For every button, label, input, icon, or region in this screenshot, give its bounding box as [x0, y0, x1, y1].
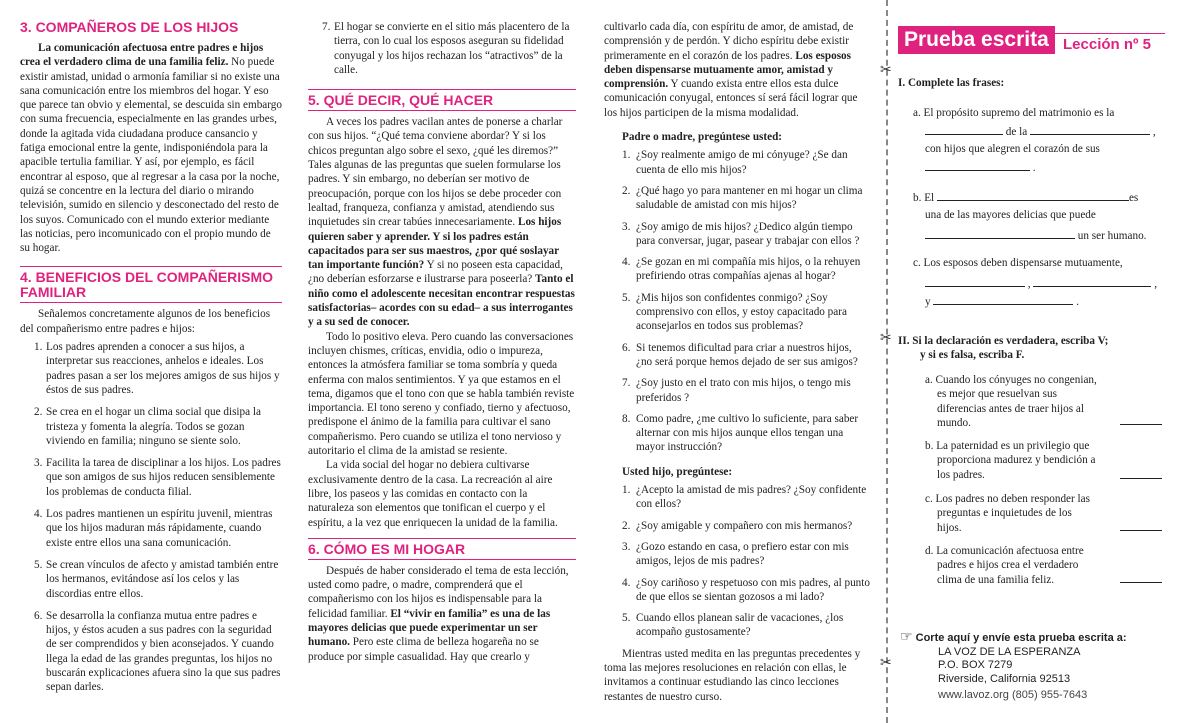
list-item: 5. Se crean vínculos de afecto y amistad también entre los hermanos, evitándose así los celos y las discordias entre ellos.: [34, 558, 279, 600]
list-item: 7. El hogar se convierte en el sitio más placentero de la tierra, con lo cual los esposos aseguran su fidelidad conyugal y los hijos rechazan los “atractivos” de la calle.: [322, 21, 570, 76]
tf-item-d: d. La comunicación afectuosa entre padres e hijos crea el verdadero clima de una familia feliz.: [925, 545, 1084, 586]
section-5-title: 5. QUÉ DECIR, QUÉ HACER: [308, 89, 576, 111]
q1c-line3: y .: [925, 296, 1079, 308]
q1a-line1: a. El propósito supremo del matrimonio es la: [913, 107, 1115, 119]
list-item: 7. ¿Soy justo en el trato con mis hijos, o tengo mis preferidos ?: [622, 377, 851, 404]
benefits-list-continued: [308, 20, 576, 77]
tf-item-b: b. La paternidad es un privilegio que proporciona madurez y bendición a los padres.: [925, 440, 1096, 481]
list-item: 4. Los padres mantienen un espíritu juvenil, mientras que los hijos maduran más rápidamente, cuando existe entre ellos una sana comunicación.: [34, 508, 273, 549]
list-item: 3. ¿Gozo estando en casa, o prefiero estar con mis amigos, lejos de mis padres?: [622, 540, 849, 568]
answer-blank-d[interactable]: [1120, 582, 1162, 583]
cut-line: [886, 0, 888, 723]
section-6-title: 6. CÓMO ES MI HOGAR: [308, 538, 576, 560]
column-1: [20, 20, 282, 703]
q1a-line2: de la ,: [925, 124, 1156, 139]
column-3: [604, 20, 870, 704]
list-item: 4. ¿Se gozan en mi compañía mis hijos, o la rehuyen prefiriendo otras compañías ajenas al hogar?: [622, 256, 861, 283]
address-line-1: LA VOZ DE LA ESPERANZA: [938, 645, 1081, 658]
section-5-paragraph-3: La vida social del hogar no debiera cultivarse exclusivamente dentro de la casa. La recreación al aire libre, los paseos y las comidas en contacto con la naturaleza son elementos que tonifican el cuerpo y el espíritu, a la vez que enriquecen la unidad de la familia.: [308, 459, 558, 529]
benefits-list: [20, 340, 282, 695]
scissors-icon: ✂: [880, 331, 892, 346]
q1a-line4: .: [925, 160, 1036, 175]
blank-field[interactable]: [1033, 276, 1151, 287]
list-item: 1. Los padres aprenden a conocer a sus hijos, a interpretar sus reacciones, anhelos e ideales. Los padres pasan a ser los mejores amigos de sus hijos y éstos de sus padres.: [34, 341, 280, 396]
column-3-intro: cultivarlo cada día, con espíritu de amor, de amistad, de comprensión y de perdón. Y dicho espíritu debe existir primeramente en el corazón de los padres. Los esposos deben dispensarse mutuamente amor, amistad y comprensión. Y cuando exista entre ellos esta dulce comunicación conyugal, entonces sí será fácil lograr que los hijos participen de la misma modalidad.: [604, 21, 858, 119]
blank-field[interactable]: [925, 228, 1075, 239]
section-3-paragraph: [20, 41, 282, 255]
parent-questions-title: Padre o madre, pregúntese usted:: [622, 131, 783, 144]
section-6-paragraph: Después de haber considerado el tema de esta lección, usted como padre, o madre, comprenderá que el compañerismo con los hijos es indispensable para la felicidad familiar. El “vivir en familia” es una de las mayores delicias que puede experimentar un ser humano. Pero este clima de belleza hogareña no se produce por simple casualidad. Hay que crearlo y: [308, 564, 569, 663]
blank-field[interactable]: [937, 190, 1129, 201]
list-item: 3. ¿Soy amigo de mis hijos? ¿Dedico algún tiempo para conversar, jugar, pasear y trabajar con ellos ?: [622, 220, 860, 247]
list-item: 2. Se crea en el hogar un clima social que disipa la tristeza y fomenta la alegría. Todos se gozan viviendo en familia; ninguno se siente solo.: [34, 406, 261, 447]
section-5-paragraph-2: Todo lo positivo eleva. Pero cuando las conversaciones incluyen chismes, críticas, envidia, odio o impureza, entonces la atmósfera familiar se toma sombría y queda enferma con malos sentimientos. Y ya que estamos en el tema, digamos que el tono con que se habla también reviste importancia. El tono sereno y confiado, tierno y afectuoso, predispone el ánimo de la familia para cultivar el sano compañerismo. Pero cuando se utiliza el tono nervioso y autoritario el clima de la amistad se resiente.: [308, 330, 575, 458]
blank-field[interactable]: [925, 276, 1025, 287]
list-item: 4. ¿Soy cariñoso y respetuoso con mis padres, al punto de que ellos se sientan gozosos a mi lado?: [622, 576, 870, 603]
parent-questions-list: [622, 148, 870, 454]
section-5-paragraph-1: A veces los padres vacilan antes de ponerse a charlar con sus hijos. “¿Qué tema conviene abordar? Y si los chicos preguntan algo sobre el sexo, ¿qué les diremos?” Tales algunas de las preguntas que suelen formularse los padres. Y sin embargo, no deberían ser motivo de preocupación, porque con los hijos se debe proceder con lealtad, franqueza, confianza y amistad, atendiendo sus inquietudes sin crear tabúes innecesariamente. Los hijos quieren saber y aprender. Y si los padres están capacitados para ser sus maestros, ¿por qué soslayar tan importante función? Y si no poseen esta capacidad, ¿no deberían esforzarse e ilustrarse para poseerla? Tanto el niño como el adolescente necesitan encontrar respuestas satisfactorias– acordes con su edad– a sus interrogantes y a su sed de conocer.: [308, 116, 575, 329]
q1a-line3: con hijos que alegren el corazón de sus: [925, 143, 1100, 155]
list-item: 1. ¿Soy realmente amigo de mi cónyuge? ¿Se dan cuenta de ello mis hijos?: [622, 149, 848, 176]
section-3-lead: La comunicación afectuosa entre padres e hijos crea el verdadero clima de una familia feliz.: [20, 42, 264, 69]
q1c-line2: , ,: [925, 276, 1157, 291]
q1b-line2: una de las mayores delicias que puede: [925, 209, 1096, 221]
list-item: 2. ¿Soy amigable y compañero con mis hermanos?: [622, 519, 853, 532]
answer-blank-c[interactable]: [1120, 530, 1162, 531]
scissors-icon: ✂: [880, 656, 892, 671]
q1b-line3: un ser humano.: [925, 228, 1146, 243]
list-item: 8. Como padre, ¿me cultivo lo suficiente, para saber alternar con mis hijos aunque ellos tengan una mayor instrucción?: [622, 412, 859, 454]
section-3-body: No puede existir amistad, unidad o armonía familiar si no existe una sana comunicación entre los miembros del hogar. Y eso que parece tan obvio y elemental, se descuida sin embargo con suma frecuencia, especialmente en las grandes urbes, donde la agitada vida ciudadana produce cansancio y fatiga emocional entre la gente, indisponiéndola para la apacible tertulia familiar. Y así, por ejemplo, es fácil encontrar al esposo, que al regresar a la casa por la noche, quizá se concentre en la lectura del diario o mirando televisión, sumido en silencio y desconectado del resto de los suyos. Comunicado con el mundo exterior mediante las noticias, pero incomunicado con el propio mundo de su hogar.: [20, 56, 282, 255]
address-line-2: P.O. BOX 7279: [938, 659, 1013, 671]
child-questions-list: [622, 483, 870, 640]
q1b-line1: b. El es: [913, 192, 1139, 204]
list-item: 6. Si tenemos dificultad para criar a nuestros hijos, ¿no será porque hemos dejado de ser sus amigos?: [622, 341, 858, 368]
list-item: 6. Se desarrolla la confianza mutua entre padres e hijos, y éstos acuden a sus padres con la seguridad de ser comprendidos y bien aconsejados. Y cuando llega la edad de las grandes preguntas, los hijos no buscarán explicaciones afuera sino la que sus padres sepan darles.: [34, 609, 281, 694]
question-2-title: II. Si la declaración es verdadera, escriba V; y si es falsa, escriba F.: [898, 335, 1109, 362]
section-3-title: 3. COMPAÑEROS DE LOS HIJOS: [20, 19, 239, 35]
blank-field[interactable]: [1030, 124, 1150, 135]
answer-blank-a[interactable]: [1120, 424, 1162, 425]
q1c-line1: c. Los esposos deben dispensarse mutuamente,: [913, 257, 1123, 269]
list-item: 5. Cuando ellos planean salir de vacaciones, ¿los acompaño gustosamente?: [622, 612, 844, 639]
list-item: 3. Facilita la tarea de disciplinar a los hijos. Los padres que son amigos de sus hijos reducen sensiblemente los problemas de conducta filial.: [34, 457, 281, 498]
address-line-3: Riverside, California 92513: [938, 672, 1071, 685]
header-rule: [1045, 33, 1165, 34]
child-questions-title: Usted hijo, pregúntese:: [622, 465, 733, 478]
question-1-title: I. Complete las frases:: [898, 77, 1005, 89]
blank-field[interactable]: [933, 294, 1073, 305]
mail-instructions: ☞ Corte aquí y envíe esta prueba escrita a: LA VOZ DE LA ESPERANZA P.O. BOX 7279 Riverside, California 92513 www.lavoz.org (805) 955-7643: [900, 628, 1127, 701]
section-4-intro: Señalemos concretamente algunos de los beneficios del compañerismo entre padres e hijos:: [20, 308, 271, 335]
test-title: Prueba escrita: [898, 26, 1055, 54]
list-item: 5. ¿Mis hijos son confidentes conmigo? ¿Soy comprensivo con ellos, y estoy capacitado para aconsejarlos en todos sus problemas?: [622, 291, 847, 333]
list-item: 1. ¿Acepto la amistad de mis padres? ¿Soy confidente con ellos?: [622, 484, 867, 511]
website-phone: www.lavoz.org (805) 955-7643: [938, 689, 1088, 701]
answer-blank-b[interactable]: [1120, 478, 1162, 479]
column-2: [308, 20, 576, 664]
list-item: 2. ¿Qué hago yo para mantener en mi hogar un clima saludable de amistad con mis hijos?: [622, 184, 863, 212]
closing-paragraph: Mientras usted medita en las preguntas precedentes y toma las mejores resoluciones en relación con ellas, le invitamos a continuar estudiando las cinco lecciones restantes de nuestro curso.: [604, 647, 861, 703]
scissors-icon: ✂: [880, 63, 892, 78]
section-4-title: 4. BENEFICIOS DEL COMPAÑERISMO FAMILIAR: [20, 266, 282, 303]
lesson-number: Lección nº 5: [1063, 36, 1152, 53]
blank-field[interactable]: [925, 160, 1030, 171]
pointing-hand-icon: ☞: [900, 628, 913, 644]
blank-field[interactable]: [925, 124, 1003, 135]
tf-item-c: c. Los padres no deben responder las preguntas e inquietudes de los hijos.: [925, 493, 1090, 534]
tf-item-a: a. Cuando los cónyuges no congenian, es mejor que resuelvan sus diferencias antes de traer hijos al mundo.: [925, 374, 1097, 429]
